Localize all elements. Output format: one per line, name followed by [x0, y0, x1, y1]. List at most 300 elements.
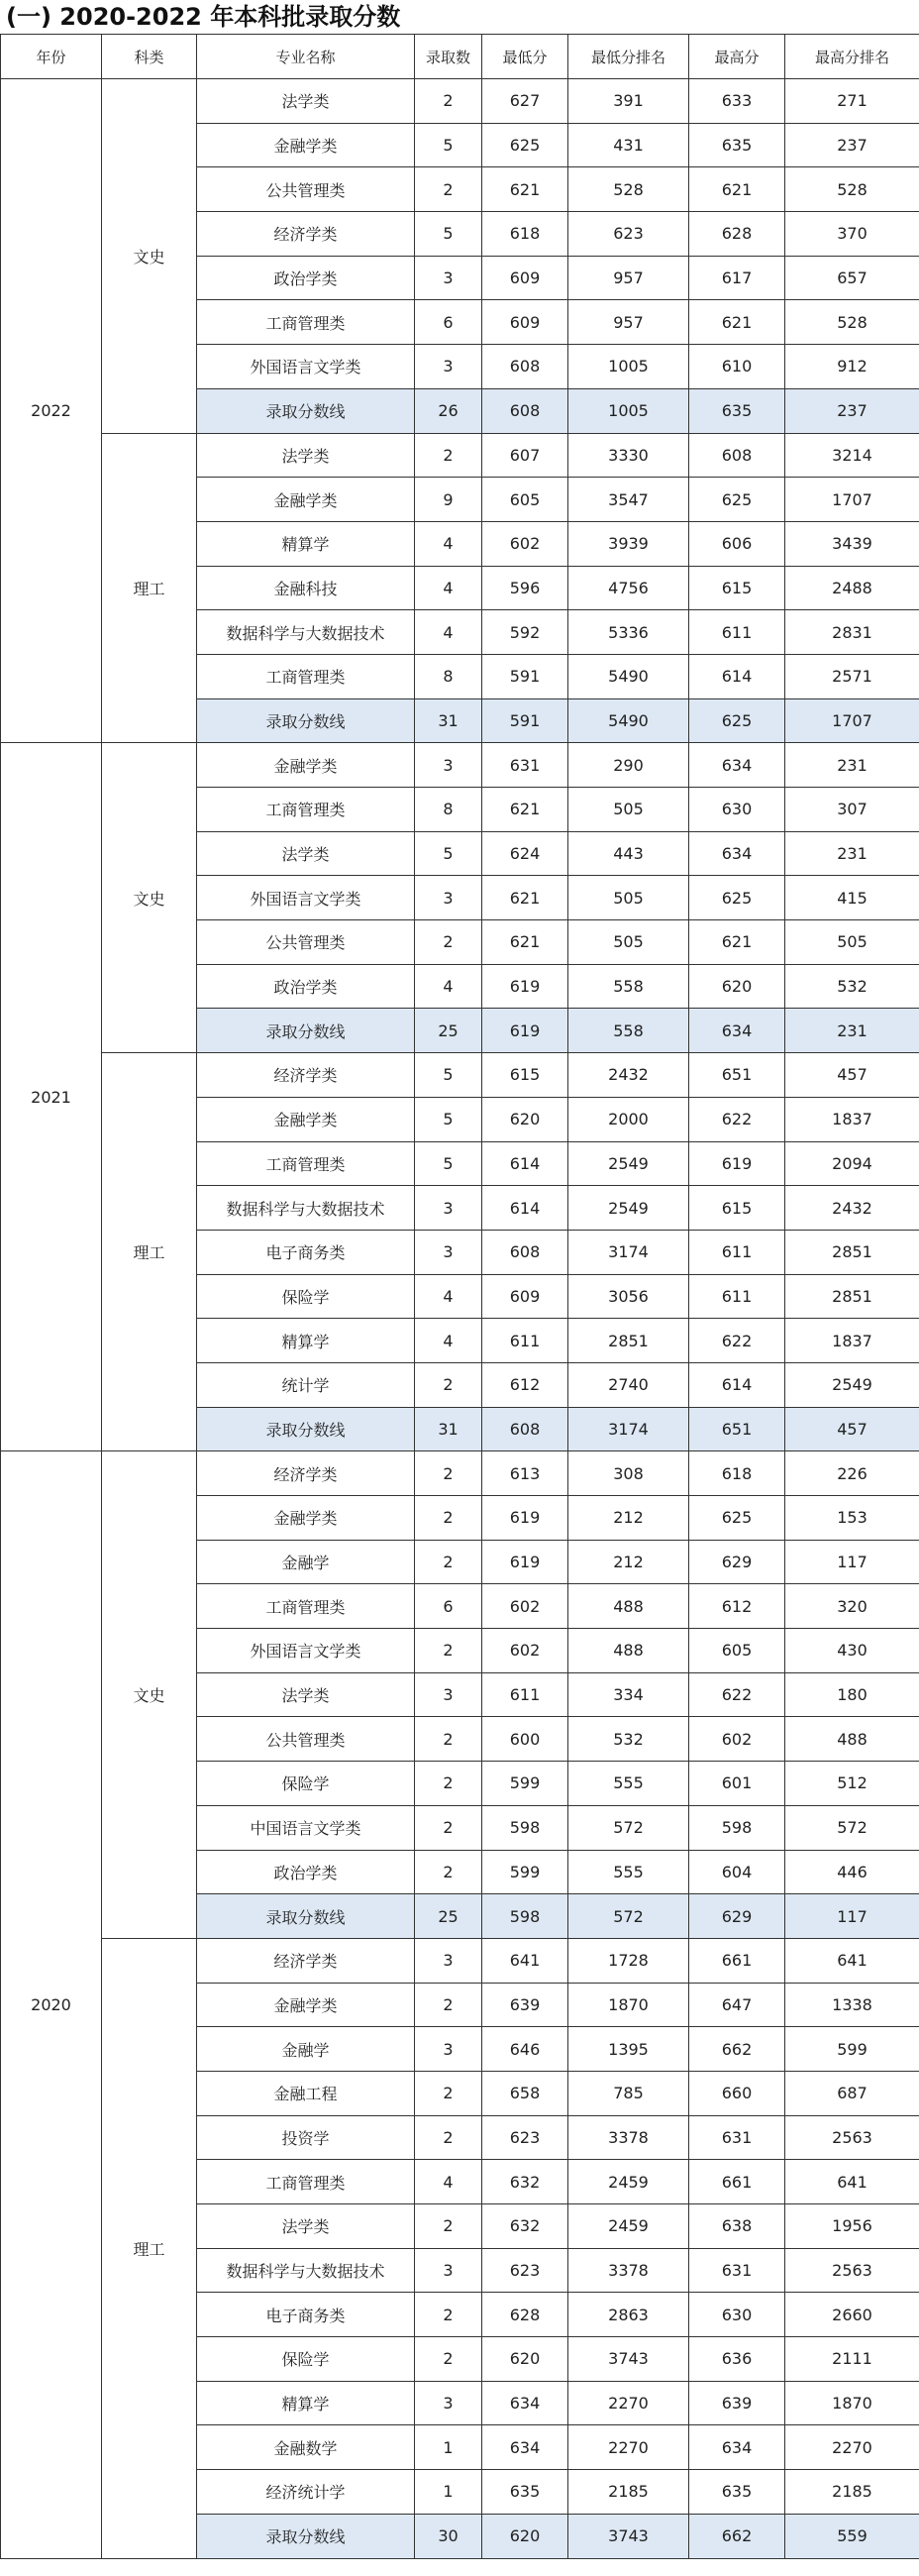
major-cell: 录取分数线: [197, 1407, 415, 1451]
max-score-cell: 628: [689, 212, 785, 257]
min-rank-cell: 957: [568, 300, 689, 345]
max-rank-cell: 2111: [785, 2337, 919, 2382]
min-score-cell: 608: [482, 345, 568, 389]
major-cell: 金融工程: [197, 2071, 415, 2115]
major-cell: 金融学: [197, 2027, 415, 2072]
max-rank-cell: 2563: [785, 2115, 919, 2160]
max-score-cell: 630: [689, 2293, 785, 2337]
min-rank-cell: 2863: [568, 2293, 689, 2337]
min-rank-cell: 1395: [568, 2027, 689, 2072]
major-cell: 工商管理类: [197, 300, 415, 345]
max-rank-cell: 237: [785, 388, 919, 433]
min-rank-cell: 2270: [568, 2381, 689, 2425]
max-score-cell: 606: [689, 521, 785, 566]
max-rank-cell: 912: [785, 345, 919, 389]
table-header-row: [1, 35, 919, 79]
min-rank-cell: 3547: [568, 478, 689, 522]
min-score-cell: 646: [482, 2027, 568, 2072]
min-rank-cell: 505: [568, 876, 689, 920]
max-score-cell: 617: [689, 256, 785, 300]
min-score-cell: 620: [482, 1097, 568, 1141]
min-score-cell: 614: [482, 1186, 568, 1231]
max-rank-cell: 457: [785, 1053, 919, 1098]
max-rank-cell: 226: [785, 1451, 919, 1496]
admitted-count-cell: 4: [415, 1274, 482, 1319]
max-rank-cell: 1870: [785, 2381, 919, 2425]
min-rank-cell: 2432: [568, 1053, 689, 1098]
page-title: (一) 2020-2022 年本科批录取分数: [6, 3, 401, 31]
major-cell: 经济学类: [197, 1053, 415, 1098]
max-rank-cell: 657: [785, 256, 919, 300]
admitted-count-cell: 5: [415, 123, 482, 167]
max-rank-cell: 687: [785, 2071, 919, 2115]
max-score-cell: 660: [689, 2071, 785, 2115]
admitted-count-cell: 2: [415, 920, 482, 965]
min-score-cell: 635: [482, 2470, 568, 2515]
max-score-cell: 634: [689, 831, 785, 876]
min-rank-cell: 558: [568, 1009, 689, 1053]
min-rank-cell: 212: [568, 1540, 689, 1584]
admitted-count-cell: 2: [415, 1451, 482, 1496]
max-score-cell: 639: [689, 2381, 785, 2425]
min-rank-cell: 5490: [568, 654, 689, 698]
major-cell: 保险学: [197, 2337, 415, 2382]
admitted-count-cell: 2: [415, 1850, 482, 1894]
admitted-count-cell: 2: [415, 1629, 482, 1673]
max-rank-cell: 1707: [785, 698, 919, 743]
min-score-cell: 641: [482, 1938, 568, 1983]
major-cell: 法学类: [197, 2204, 415, 2249]
min-rank-cell: 443: [568, 831, 689, 876]
max-rank-cell: 641: [785, 2160, 919, 2204]
max-score-cell: 634: [689, 1009, 785, 1053]
max-rank-cell: 599: [785, 2027, 919, 2072]
min-score-cell: 609: [482, 1274, 568, 1319]
max-score-cell: 621: [689, 167, 785, 212]
min-score-cell: 621: [482, 876, 568, 920]
min-score-cell: 602: [482, 521, 568, 566]
admitted-count-cell: 1: [415, 2425, 482, 2470]
min-score-cell: 591: [482, 654, 568, 698]
header-admitted-count: 录取数: [415, 35, 482, 79]
max-rank-cell: 2660: [785, 2293, 919, 2337]
admitted-count-cell: 4: [415, 521, 482, 566]
major-cell: 经济学类: [197, 1938, 415, 1983]
major-cell: 工商管理类: [197, 2160, 415, 2204]
min-rank-cell: 488: [568, 1584, 689, 1629]
min-rank-cell: 2270: [568, 2425, 689, 2470]
admitted-count-cell: 3: [415, 1230, 482, 1274]
min-rank-cell: 2851: [568, 1319, 689, 1363]
major-cell: 录取分数线: [197, 698, 415, 743]
max-score-cell: 630: [689, 788, 785, 832]
max-rank-cell: 512: [785, 1762, 919, 1806]
min-rank-cell: 308: [568, 1451, 689, 1496]
max-score-cell: 634: [689, 743, 785, 788]
admitted-count-cell: 5: [415, 1141, 482, 1186]
min-score-cell: 632: [482, 2160, 568, 2204]
max-rank-cell: 320: [785, 1584, 919, 1629]
max-score-cell: 625: [689, 698, 785, 743]
major-cell: 外国语言文学类: [197, 876, 415, 920]
admitted-count-cell: 4: [415, 566, 482, 610]
admitted-count-cell: 2: [415, 2337, 482, 2382]
min-rank-cell: 2459: [568, 2160, 689, 2204]
major-cell: 法学类: [197, 433, 415, 478]
max-score-cell: 635: [689, 2470, 785, 2515]
max-rank-cell: 117: [785, 1540, 919, 1584]
category-cell: 文史: [102, 743, 197, 1053]
max-score-cell: 620: [689, 964, 785, 1009]
max-rank-cell: 2851: [785, 1274, 919, 1319]
max-rank-cell: 2270: [785, 2425, 919, 2470]
min-rank-cell: 623: [568, 212, 689, 257]
min-rank-cell: 3939: [568, 521, 689, 566]
major-cell: 数据科学与大数据技术: [197, 610, 415, 655]
admitted-count-cell: 2: [415, 2071, 482, 2115]
major-cell: 电子商务类: [197, 1230, 415, 1274]
admitted-count-cell: 4: [415, 1319, 482, 1363]
admitted-count-cell: 3: [415, 743, 482, 788]
max-rank-cell: 2563: [785, 2248, 919, 2293]
header-major: 专业名称: [197, 35, 415, 79]
min-rank-cell: 505: [568, 920, 689, 965]
table-row: [1, 79, 919, 124]
max-score-cell: 622: [689, 1097, 785, 1141]
min-score-cell: 627: [482, 79, 568, 124]
max-score-cell: 618: [689, 1451, 785, 1496]
admitted-count-cell: 2: [415, 1540, 482, 1584]
max-rank-cell: 2851: [785, 1230, 919, 1274]
min-score-cell: 611: [482, 1672, 568, 1717]
major-cell: 法学类: [197, 79, 415, 124]
min-score-cell: 605: [482, 478, 568, 522]
major-cell: 电子商务类: [197, 2293, 415, 2337]
major-cell: 精算学: [197, 1319, 415, 1363]
major-cell: 统计学: [197, 1362, 415, 1407]
max-score-cell: 662: [689, 2514, 785, 2558]
admitted-count-cell: 2: [415, 2293, 482, 2337]
max-rank-cell: 2831: [785, 610, 919, 655]
major-cell: 保险学: [197, 1274, 415, 1319]
max-score-cell: 635: [689, 123, 785, 167]
max-rank-cell: 446: [785, 1850, 919, 1894]
min-rank-cell: 2459: [568, 2204, 689, 2249]
min-rank-cell: 5336: [568, 610, 689, 655]
category-cell: 文史: [102, 1451, 197, 1939]
min-score-cell: 608: [482, 1230, 568, 1274]
min-rank-cell: 505: [568, 788, 689, 832]
min-rank-cell: 1005: [568, 388, 689, 433]
major-cell: 工商管理类: [197, 788, 415, 832]
min-rank-cell: 5490: [568, 698, 689, 743]
min-score-cell: 591: [482, 698, 568, 743]
admitted-count-cell: 9: [415, 478, 482, 522]
max-rank-cell: 641: [785, 1938, 919, 1983]
max-score-cell: 634: [689, 2425, 785, 2470]
min-rank-cell: 2000: [568, 1097, 689, 1141]
header-year: 年份: [1, 35, 102, 79]
admitted-count-cell: 4: [415, 2160, 482, 2204]
min-rank-cell: 3743: [568, 2337, 689, 2382]
max-score-cell: 598: [689, 1805, 785, 1850]
max-score-cell: 602: [689, 1717, 785, 1762]
major-cell: 金融学类: [197, 743, 415, 788]
max-score-cell: 615: [689, 1186, 785, 1231]
min-rank-cell: 528: [568, 167, 689, 212]
major-cell: 金融学类: [197, 123, 415, 167]
min-rank-cell: 212: [568, 1496, 689, 1541]
major-cell: 公共管理类: [197, 920, 415, 965]
admitted-count-cell: 2: [415, 1762, 482, 1806]
min-rank-cell: 1728: [568, 1938, 689, 1983]
admitted-count-cell: 30: [415, 2514, 482, 2558]
min-rank-cell: 558: [568, 964, 689, 1009]
max-score-cell: 629: [689, 1894, 785, 1939]
min-score-cell: 613: [482, 1451, 568, 1496]
major-cell: 录取分数线: [197, 388, 415, 433]
max-rank-cell: 307: [785, 788, 919, 832]
max-rank-cell: 430: [785, 1629, 919, 1673]
min-rank-cell: 3378: [568, 2115, 689, 2160]
min-rank-cell: 488: [568, 1629, 689, 1673]
max-rank-cell: 180: [785, 1672, 919, 1717]
min-rank-cell: 2185: [568, 2470, 689, 2515]
max-score-cell: 638: [689, 2204, 785, 2249]
admitted-count-cell: 3: [415, 1938, 482, 1983]
min-score-cell: 628: [482, 2293, 568, 2337]
max-score-cell: 614: [689, 654, 785, 698]
max-score-cell: 604: [689, 1850, 785, 1894]
major-cell: 工商管理类: [197, 654, 415, 698]
min-score-cell: 634: [482, 2425, 568, 2470]
major-cell: 金融科技: [197, 566, 415, 610]
max-score-cell: 651: [689, 1053, 785, 1098]
min-rank-cell: 555: [568, 1850, 689, 1894]
min-score-cell: 609: [482, 256, 568, 300]
admitted-count-cell: 3: [415, 2248, 482, 2293]
min-rank-cell: 572: [568, 1805, 689, 1850]
admitted-count-cell: 1: [415, 2470, 482, 2515]
max-rank-cell: 1956: [785, 2204, 919, 2249]
min-rank-cell: 2740: [568, 1362, 689, 1407]
header-min-score: 最低分: [482, 35, 568, 79]
major-cell: 法学类: [197, 831, 415, 876]
admitted-count-cell: 2: [415, 1362, 482, 1407]
max-score-cell: 625: [689, 478, 785, 522]
min-rank-cell: 3378: [568, 2248, 689, 2293]
min-rank-cell: 334: [568, 1672, 689, 1717]
admitted-count-cell: 6: [415, 1584, 482, 1629]
max-rank-cell: 237: [785, 123, 919, 167]
max-score-cell: 619: [689, 1141, 785, 1186]
admitted-count-cell: 3: [415, 876, 482, 920]
max-score-cell: 629: [689, 1540, 785, 1584]
major-cell: 外国语言文学类: [197, 345, 415, 389]
max-score-cell: 622: [689, 1672, 785, 1717]
max-score-cell: 605: [689, 1629, 785, 1673]
max-rank-cell: 488: [785, 1717, 919, 1762]
admitted-count-cell: 4: [415, 610, 482, 655]
min-score-cell: 619: [482, 964, 568, 1009]
category-cell: 文史: [102, 79, 197, 434]
major-cell: 精算学: [197, 2381, 415, 2425]
min-score-cell: 614: [482, 1141, 568, 1186]
min-score-cell: 623: [482, 2115, 568, 2160]
min-rank-cell: 391: [568, 79, 689, 124]
table-row: [1, 1938, 919, 1983]
admitted-count-cell: 5: [415, 1097, 482, 1141]
min-score-cell: 608: [482, 1407, 568, 1451]
major-cell: 中国语言文学类: [197, 1805, 415, 1850]
max-score-cell: 635: [689, 388, 785, 433]
major-cell: 政治学类: [197, 964, 415, 1009]
category-cell: 理工: [102, 1938, 197, 2558]
header-min-rank: 最低分排名: [568, 35, 689, 79]
max-rank-cell: 572: [785, 1805, 919, 1850]
max-rank-cell: 2094: [785, 1141, 919, 1186]
category-cell: 理工: [102, 433, 197, 743]
max-rank-cell: 117: [785, 1894, 919, 1939]
admitted-count-cell: 2: [415, 1496, 482, 1541]
min-rank-cell: 785: [568, 2071, 689, 2115]
max-rank-cell: 271: [785, 79, 919, 124]
max-score-cell: 614: [689, 1362, 785, 1407]
min-score-cell: 607: [482, 433, 568, 478]
min-score-cell: 609: [482, 300, 568, 345]
min-rank-cell: 957: [568, 256, 689, 300]
min-score-cell: 608: [482, 388, 568, 433]
min-score-cell: 599: [482, 1762, 568, 1806]
major-cell: 经济学类: [197, 1451, 415, 1496]
min-rank-cell: 290: [568, 743, 689, 788]
max-rank-cell: 415: [785, 876, 919, 920]
max-rank-cell: 1707: [785, 478, 919, 522]
min-rank-cell: 3174: [568, 1230, 689, 1274]
min-rank-cell: 3174: [568, 1407, 689, 1451]
min-score-cell: 623: [482, 2248, 568, 2293]
min-score-cell: 618: [482, 212, 568, 257]
admitted-count-cell: 2: [415, 167, 482, 212]
min-rank-cell: 1005: [568, 345, 689, 389]
max-rank-cell: 2185: [785, 2470, 919, 2515]
max-score-cell: 633: [689, 79, 785, 124]
max-score-cell: 608: [689, 433, 785, 478]
table-body: [1, 79, 919, 2559]
min-score-cell: 598: [482, 1894, 568, 1939]
min-rank-cell: 2549: [568, 1186, 689, 1231]
max-score-cell: 631: [689, 2248, 785, 2293]
max-score-cell: 621: [689, 300, 785, 345]
min-rank-cell: 431: [568, 123, 689, 167]
max-rank-cell: 532: [785, 964, 919, 1009]
admitted-count-cell: 2: [415, 79, 482, 124]
table-row: [1, 743, 919, 788]
major-cell: 精算学: [197, 521, 415, 566]
admitted-count-cell: 5: [415, 1053, 482, 1098]
admitted-count-cell: 25: [415, 1009, 482, 1053]
major-cell: 金融学类: [197, 478, 415, 522]
admitted-count-cell: 2: [415, 433, 482, 478]
major-cell: 录取分数线: [197, 2514, 415, 2558]
max-score-cell: 625: [689, 1496, 785, 1541]
major-cell: 录取分数线: [197, 1009, 415, 1053]
major-cell: 外国语言文学类: [197, 1629, 415, 1673]
admitted-count-cell: 3: [415, 345, 482, 389]
min-score-cell: 625: [482, 123, 568, 167]
admitted-count-cell: 3: [415, 256, 482, 300]
max-rank-cell: 3439: [785, 521, 919, 566]
min-rank-cell: 3743: [568, 2514, 689, 2558]
max-rank-cell: 2549: [785, 1362, 919, 1407]
min-score-cell: 612: [482, 1362, 568, 1407]
major-cell: 政治学类: [197, 256, 415, 300]
max-rank-cell: 153: [785, 1496, 919, 1541]
admitted-count-cell: 3: [415, 1186, 482, 1231]
admitted-count-cell: 2: [415, 2204, 482, 2249]
max-score-cell: 610: [689, 345, 785, 389]
min-score-cell: 634: [482, 2381, 568, 2425]
year-cell: 2022: [1, 79, 102, 743]
admitted-count-cell: 3: [415, 2381, 482, 2425]
min-score-cell: 620: [482, 2337, 568, 2382]
major-cell: 工商管理类: [197, 1584, 415, 1629]
major-cell: 公共管理类: [197, 167, 415, 212]
max-score-cell: 631: [689, 2115, 785, 2160]
max-rank-cell: 231: [785, 1009, 919, 1053]
max-score-cell: 622: [689, 1319, 785, 1363]
min-score-cell: 598: [482, 1805, 568, 1850]
max-score-cell: 621: [689, 920, 785, 965]
min-score-cell: 615: [482, 1053, 568, 1098]
min-score-cell: 621: [482, 920, 568, 965]
major-cell: 录取分数线: [197, 1894, 415, 1939]
max-score-cell: 647: [689, 1983, 785, 2027]
max-rank-cell: 1837: [785, 1319, 919, 1363]
min-score-cell: 632: [482, 2204, 568, 2249]
header-max-rank: 最高分排名: [785, 35, 919, 79]
max-score-cell: 611: [689, 610, 785, 655]
admitted-count-cell: 31: [415, 698, 482, 743]
admitted-count-cell: 31: [415, 1407, 482, 1451]
admitted-count-cell: 25: [415, 1894, 482, 1939]
admitted-count-cell: 3: [415, 1672, 482, 1717]
min-rank-cell: 3056: [568, 1274, 689, 1319]
max-rank-cell: 2571: [785, 654, 919, 698]
major-cell: 金融学类: [197, 1983, 415, 2027]
major-cell: 工商管理类: [197, 1141, 415, 1186]
min-score-cell: 619: [482, 1496, 568, 1541]
major-cell: 保险学: [197, 1762, 415, 1806]
major-cell: 金融学: [197, 1540, 415, 1584]
admitted-count-cell: 3: [415, 2027, 482, 2072]
min-rank-cell: 532: [568, 1717, 689, 1762]
max-rank-cell: 3214: [785, 433, 919, 478]
min-score-cell: 658: [482, 2071, 568, 2115]
max-score-cell: 615: [689, 566, 785, 610]
max-rank-cell: 1837: [785, 1097, 919, 1141]
major-cell: 经济学类: [197, 212, 415, 257]
min-score-cell: 600: [482, 1717, 568, 1762]
max-rank-cell: 559: [785, 2514, 919, 2558]
min-rank-cell: 1870: [568, 1983, 689, 2027]
min-score-cell: 631: [482, 743, 568, 788]
min-score-cell: 619: [482, 1009, 568, 1053]
major-cell: 经济统计学: [197, 2470, 415, 2515]
category-cell: 理工: [102, 1053, 197, 1451]
min-score-cell: 624: [482, 831, 568, 876]
min-rank-cell: 3330: [568, 433, 689, 478]
